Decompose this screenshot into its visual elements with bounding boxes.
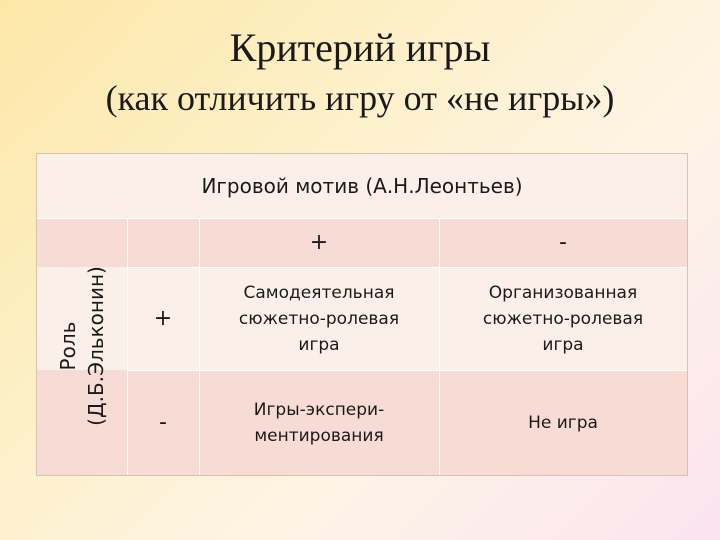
cell-text: Не игра [528,412,598,433]
row-plus-label: + [153,306,173,331]
grid-line [127,218,128,475]
row-plus-cell [127,267,199,370]
column-header-label: Игровой мотив (А.Н.Леонтьев) [201,174,523,198]
col-minus-cell [439,218,687,267]
row-header-cell [37,218,127,475]
grid-line [439,218,440,475]
cell-text: Игры-экспери- [253,399,385,420]
grid-line [127,267,687,268]
grid-line [127,370,687,371]
row-header-label-author: (Д.Б.Эльконин) [84,266,108,426]
col-plus-label: + [309,230,329,255]
slide-subtitle: (как отличить игру от «не игры») [105,78,615,118]
cell-minus-minus [439,370,687,475]
row-header-label-role: Роль [56,321,80,371]
cell-minus-plus [199,370,439,475]
cell-text: сюжетно-ролевая [482,308,644,329]
row-minus-label: - [159,410,167,435]
cell-plus-minus [439,267,687,370]
col-minus-label: - [559,230,567,255]
cell-text: игра [298,334,340,355]
slide-title: Критерий игры [229,25,491,70]
cell-text: Самодеятельная [243,282,395,303]
cell-text: ментирования [254,425,384,446]
column-header-cell [37,154,687,218]
corner-cell [127,218,199,267]
criteria-table [36,153,688,476]
cell-text: Организованная [488,282,638,303]
grid-line [37,218,687,219]
col-plus-cell [199,218,439,267]
cell-text: игра [542,334,584,355]
row-minus-cell [127,370,199,475]
grid-line [199,218,200,475]
cell-text: сюжетно-ролевая [238,308,400,329]
cell-plus-plus [199,267,439,370]
